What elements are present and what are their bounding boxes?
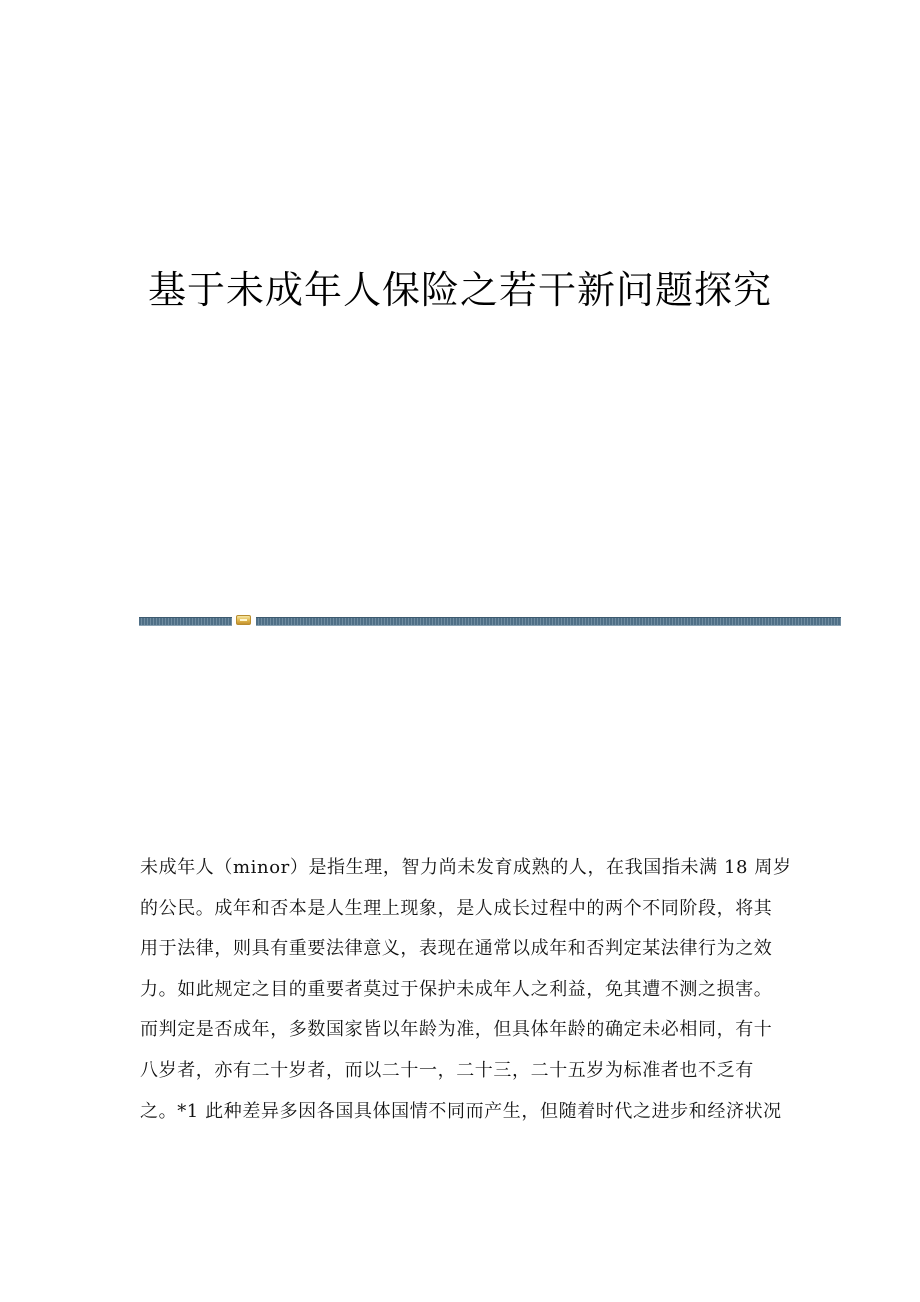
body-line: 之。*1 此种差异多因各国具体国情不同而产生，但随着时代之进步和经济状况 bbox=[140, 1100, 782, 1122]
body-line: 力。如此规定之目的重要者莫过于保护未成年人之利益，免其遭不测之损害。 bbox=[140, 978, 773, 1000]
body-line: 而判定是否成年，多数国家皆以年龄为准，但具体年龄的确定未必相同，有十 bbox=[140, 1019, 773, 1041]
body-paragraph bbox=[140, 848, 792, 1132]
body-line: 未成年人（minor）是指生理，智力尚未发育成熟的人，在我国指未满 18 周岁 bbox=[140, 857, 792, 878]
body-line: 的公民。成年和否本是人生理上现象，是人成长过程中的两个不同阶段，将其 bbox=[140, 897, 773, 919]
body-line: 用于法律，则具有重要法律意义，表现在通常以成年和否判定某法律行为之效 bbox=[140, 938, 773, 960]
divider-bar-left bbox=[139, 617, 232, 626]
divider-ornament-icon bbox=[236, 615, 251, 625]
document-title: 基于未成年人保险之若干新问题探究 bbox=[147, 268, 772, 312]
body-line: 八岁者，亦有二十岁者，而以二十一，二十三，二十五岁为标准者也不乏有 bbox=[140, 1059, 754, 1081]
divider-bar-right bbox=[256, 617, 841, 626]
section-divider bbox=[139, 614, 841, 626]
